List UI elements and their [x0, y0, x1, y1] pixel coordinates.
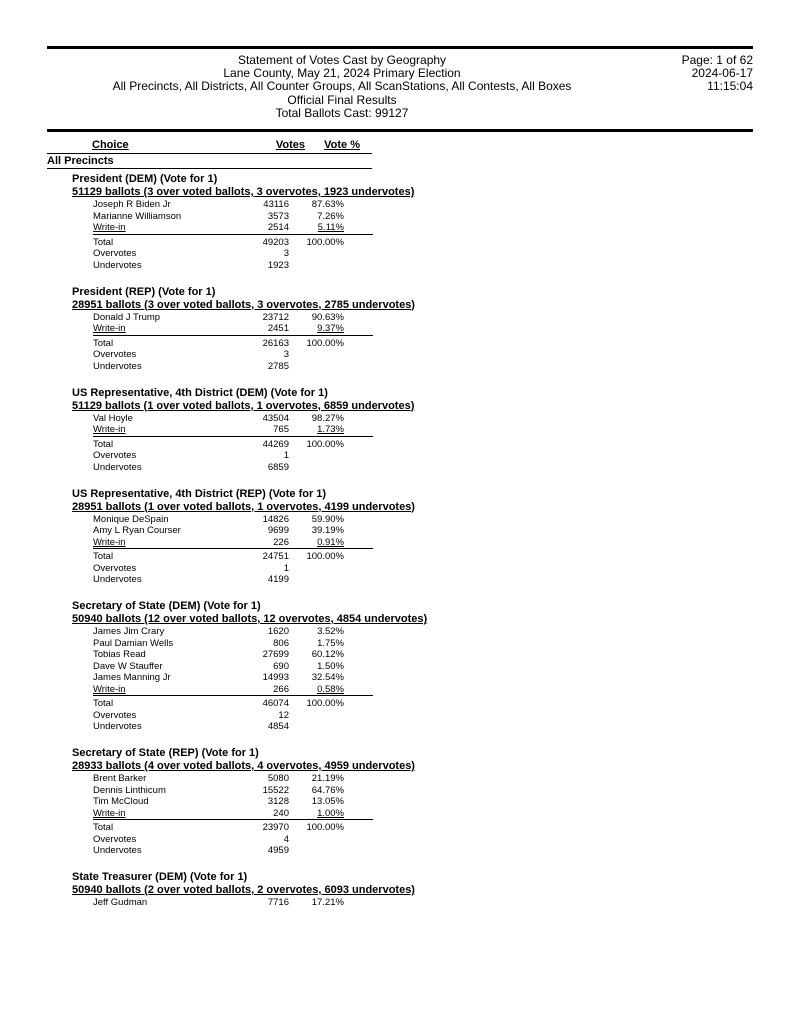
writein-row-votes: 765: [273, 424, 289, 435]
contest-list: [72, 173, 472, 923]
writein-row-name: Write-in: [93, 807, 126, 819]
candidate-row-name: Marianne Williamson: [93, 210, 182, 222]
writein-row-name: Write-in: [93, 222, 126, 233]
candidate-row-name: Tobias Read: [93, 649, 146, 660]
total-row-votes: 49203: [262, 236, 289, 248]
candidate-row-pct: 32.54%: [311, 672, 344, 683]
page-number: Page: 1 of 62: [681, 53, 753, 67]
writein-row-votes: 266: [273, 683, 289, 695]
candidate-row-votes: 690: [273, 660, 289, 672]
candidate-row-votes: 3573: [267, 210, 289, 222]
undervotes-row-votes: 4854: [267, 721, 289, 732]
undervotes-row: [72, 574, 472, 586]
candidate-row-votes: 43504: [262, 412, 289, 424]
undervotes-row: [72, 361, 472, 373]
total-row: [72, 698, 472, 710]
candidate-row: [72, 413, 472, 425]
total-row-name: Total: [93, 551, 114, 562]
contest-title: President (DEM) (Vote for 1): [72, 173, 218, 185]
overvotes-row-votes: 1: [283, 450, 289, 461]
contest-title: State Treasurer (DEM) (Vote for 1): [72, 871, 248, 883]
contest-block: [72, 387, 472, 474]
total-row: [72, 822, 472, 834]
candidate-row-pct: 59.90%: [311, 513, 344, 525]
candidate-row-name: Val Hoyle: [93, 412, 133, 424]
overvotes-row-name: Overvotes: [93, 248, 137, 259]
writein-row-votes: 240: [273, 807, 289, 819]
overvotes-row-votes: 1: [283, 562, 289, 574]
total-row-votes: 26163: [262, 337, 289, 349]
contest-title: President (REP) (Vote for 1): [72, 285, 216, 298]
candidate-row-pct: 39.19%: [311, 525, 344, 536]
writein-row-name: Write-in: [93, 536, 126, 548]
candidate-row-name: Brent Barker: [93, 773, 147, 784]
candidate-row-pct: 1.75%: [317, 637, 344, 649]
candidate-row-name: Paul Damian Wells: [93, 637, 174, 649]
results-status: Official Final Results: [287, 92, 397, 107]
candidate-row-votes: 5080: [267, 773, 289, 784]
contest-ballot-summary: 51129 ballots (3 over voted ballots, 3 overvotes, 1923 undervotes): [72, 186, 415, 198]
total-ballots-cast: Total Ballots Cast: 99127: [275, 105, 409, 120]
candidate-row-name: Monique DeSpain: [93, 513, 169, 525]
candidate-row: [72, 773, 472, 785]
report-title: Statement of Votes Cast by Geography: [237, 53, 447, 67]
overvotes-row-name: Overvotes: [93, 833, 137, 845]
writein-row-pct: 0.91%: [317, 536, 344, 548]
candidate-row-name: Jeff Gudman: [93, 897, 148, 908]
undervotes-row-name: Undervotes: [93, 259, 142, 271]
contest-block: [72, 286, 472, 373]
undervotes-row-name: Undervotes: [93, 360, 142, 372]
candidate-row-pct: 3.52%: [317, 626, 344, 637]
column-header-votes: Votes: [275, 139, 305, 151]
candidate-row: [72, 897, 472, 909]
contest-ballot-summary: 50940 ballots (12 over voted ballots, 12 overvotes, 4854 undervotes): [72, 613, 428, 625]
report-meta: [682, 54, 753, 94]
candidate-row-pct: 90.63%: [311, 311, 344, 323]
candidate-row-name: Tim McCloud: [93, 796, 149, 807]
total-row-votes: 46074: [262, 698, 289, 709]
writein-row-name: Write-in: [93, 323, 126, 334]
section-label: All Precincts: [47, 155, 114, 167]
undervotes-row: [72, 462, 472, 474]
overvotes-row-name: Overvotes: [93, 709, 137, 721]
overvotes-row-votes: 4: [283, 833, 289, 845]
total-row-votes: 44269: [262, 438, 289, 450]
contest-block: [72, 600, 472, 733]
writein-row: [93, 323, 373, 336]
overvotes-row: [72, 248, 472, 260]
candidate-row-votes: 23712: [262, 311, 289, 323]
undervotes-row: [72, 721, 472, 733]
candidate-row-pct: 98.27%: [311, 412, 344, 424]
total-row: [72, 237, 472, 249]
overvotes-row: [72, 450, 472, 462]
overvotes-row: [72, 563, 472, 575]
contest-block: [72, 871, 472, 909]
undervotes-row-name: Undervotes: [93, 461, 142, 473]
candidate-row-name: Dennis Linthicum: [93, 784, 166, 796]
overvotes-row: [72, 710, 472, 722]
report-date: 2024-06-17: [691, 66, 753, 81]
candidate-row-votes: 3128: [267, 796, 289, 807]
undervotes-row-votes: 4199: [267, 574, 289, 585]
candidate-row: [72, 649, 472, 661]
candidate-row: [72, 785, 472, 797]
undervotes-row: [72, 845, 472, 857]
total-row-pct: 100.00%: [306, 337, 344, 349]
total-row-pct: 100.00%: [306, 438, 344, 450]
total-row: [72, 439, 472, 451]
candidate-row: [72, 525, 472, 537]
column-header-rule: [47, 153, 372, 154]
contest-ballot-summary: 28951 ballots (3 over voted ballots, 3 overvotes, 2785 undervotes): [72, 298, 415, 311]
undervotes-row-votes: 1923: [267, 259, 289, 271]
writein-row: [93, 808, 373, 821]
election-name: Lane County, May 21, 2024 Primary Election: [223, 66, 461, 81]
candidate-row-votes: 806: [273, 637, 289, 649]
candidate-row-name: James Manning Jr: [93, 672, 171, 683]
total-row-pct: 100.00%: [306, 551, 344, 562]
candidate-row-name: James Jim Crary: [93, 626, 165, 637]
report-time: 11:15:04: [707, 79, 753, 94]
header-rule: [47, 129, 753, 132]
writein-row-pct: 9.37%: [317, 323, 344, 334]
column-header-choice: Choice: [92, 139, 129, 151]
candidate-row-votes: 14826: [262, 513, 289, 525]
contest-title: Secretary of State (DEM) (Vote for 1): [72, 600, 261, 612]
total-row: [72, 551, 472, 563]
overvotes-row-votes: 3: [283, 349, 289, 360]
overvotes-row-name: Overvotes: [93, 562, 137, 574]
total-row-name: Total: [93, 236, 114, 248]
contest-ballot-summary: 28933 ballots (4 over voted ballots, 4 overvotes, 4959 undervotes): [72, 760, 415, 772]
total-row-pct: 100.00%: [306, 822, 344, 833]
candidate-row-pct: 13.05%: [311, 796, 344, 807]
total-row-pct: 100.00%: [306, 698, 344, 709]
undervotes-row-name: Undervotes: [93, 574, 142, 585]
writein-row: [93, 424, 373, 437]
candidate-row-votes: 7716: [267, 897, 289, 908]
candidate-row-votes: 9699: [267, 525, 289, 536]
writein-row-votes: 226: [273, 536, 289, 548]
candidate-row: [72, 199, 472, 211]
candidate-row: [72, 514, 472, 526]
writein-row: [93, 222, 373, 235]
candidate-row-votes: 27699: [262, 649, 289, 660]
writein-row-name: Write-in: [93, 424, 126, 435]
section-rule: [47, 168, 372, 169]
undervotes-row-votes: 4959: [267, 845, 289, 856]
candidate-row-pct: 7.26%: [317, 210, 344, 222]
candidate-row-pct: 64.76%: [311, 784, 344, 796]
overvotes-row-name: Overvotes: [93, 450, 137, 461]
writein-row-votes: 2514: [267, 222, 289, 233]
candidate-row-pct: 17.21%: [311, 897, 344, 908]
writein-row: [93, 537, 373, 550]
contest-title: US Representative, 4th District (DEM) (Vote for 1): [72, 386, 328, 399]
candidate-row-pct: 21.19%: [311, 773, 344, 784]
candidate-row-votes: 1620: [267, 626, 289, 637]
contest-ballot-summary: 50940 ballots (2 over voted ballots, 2 overvotes, 6093 undervotes): [72, 884, 415, 896]
candidate-row-name: Dave W Stauffer: [93, 660, 163, 672]
writein-row-pct: 5.11%: [317, 222, 344, 233]
writein-row-pct: 1.73%: [317, 424, 344, 435]
candidate-row-votes: 15522: [262, 784, 289, 796]
contest-block: [72, 747, 472, 857]
writein-row-pct: 0.58%: [317, 683, 344, 695]
writein-row-name: Write-in: [93, 683, 126, 695]
report-filters: All Precincts, All Districts, All Counter Groups, All ScanStations, All Contests, All Boxes: [112, 79, 572, 94]
overvotes-row-name: Overvotes: [93, 349, 137, 360]
contest-ballot-summary: 51129 ballots (1 over voted ballots, 1 overvotes, 6859 undervotes): [72, 399, 415, 412]
writein-row-votes: 2451: [267, 323, 289, 334]
total-row-pct: 100.00%: [306, 236, 344, 248]
writein-row: [93, 684, 373, 697]
undervotes-row-votes: 6859: [267, 461, 289, 473]
undervotes-row: [72, 260, 472, 272]
candidate-row-pct: 60.12%: [311, 649, 344, 660]
candidate-row-name: Joseph R Biden Jr: [93, 199, 171, 210]
contest-title: Secretary of State (REP) (Vote for 1): [72, 747, 259, 759]
contest-block: [72, 173, 472, 271]
undervotes-row-name: Undervotes: [93, 721, 142, 732]
total-row-name: Total: [93, 822, 114, 833]
overvotes-row: [72, 349, 472, 361]
candidate-row: [72, 638, 472, 650]
total-row-votes: 24751: [262, 551, 289, 562]
candidate-row-pct: 87.63%: [311, 199, 344, 210]
total-row-name: Total: [93, 698, 114, 709]
undervotes-row-name: Undervotes: [93, 845, 142, 856]
candidate-row: [72, 661, 472, 673]
total-row-votes: 23970: [262, 822, 289, 833]
overvotes-row-votes: 12: [278, 709, 289, 721]
candidate-row: [72, 672, 472, 684]
column-header-vote-pct: Vote %: [324, 139, 360, 151]
candidate-row-name: Donald J Trump: [93, 311, 161, 323]
total-row-name: Total: [93, 337, 114, 349]
candidate-row-votes: 14993: [262, 672, 289, 683]
report-header: [47, 54, 637, 120]
candidate-row-name: Amy L Ryan Courser: [93, 525, 181, 536]
candidate-row: [72, 211, 472, 223]
candidate-row: [72, 312, 472, 324]
undervotes-row-votes: 2785: [267, 360, 289, 372]
candidate-row: [72, 796, 472, 808]
candidate-row-pct: 1.50%: [317, 660, 344, 672]
contest-title: US Representative, 4th District (REP) (Vote for 1): [72, 487, 327, 500]
top-rule: [47, 46, 753, 49]
overvotes-row-votes: 3: [283, 248, 289, 259]
contest-block: [72, 488, 472, 586]
overvotes-row: [72, 834, 472, 846]
candidate-row: [72, 626, 472, 638]
total-row-name: Total: [93, 438, 114, 450]
contest-ballot-summary: 28951 ballots (1 over voted ballots, 1 overvotes, 4199 undervotes): [72, 500, 415, 513]
candidate-row-votes: 43116: [263, 199, 289, 210]
total-row: [72, 338, 472, 350]
writein-row-pct: 1.00%: [317, 807, 344, 819]
